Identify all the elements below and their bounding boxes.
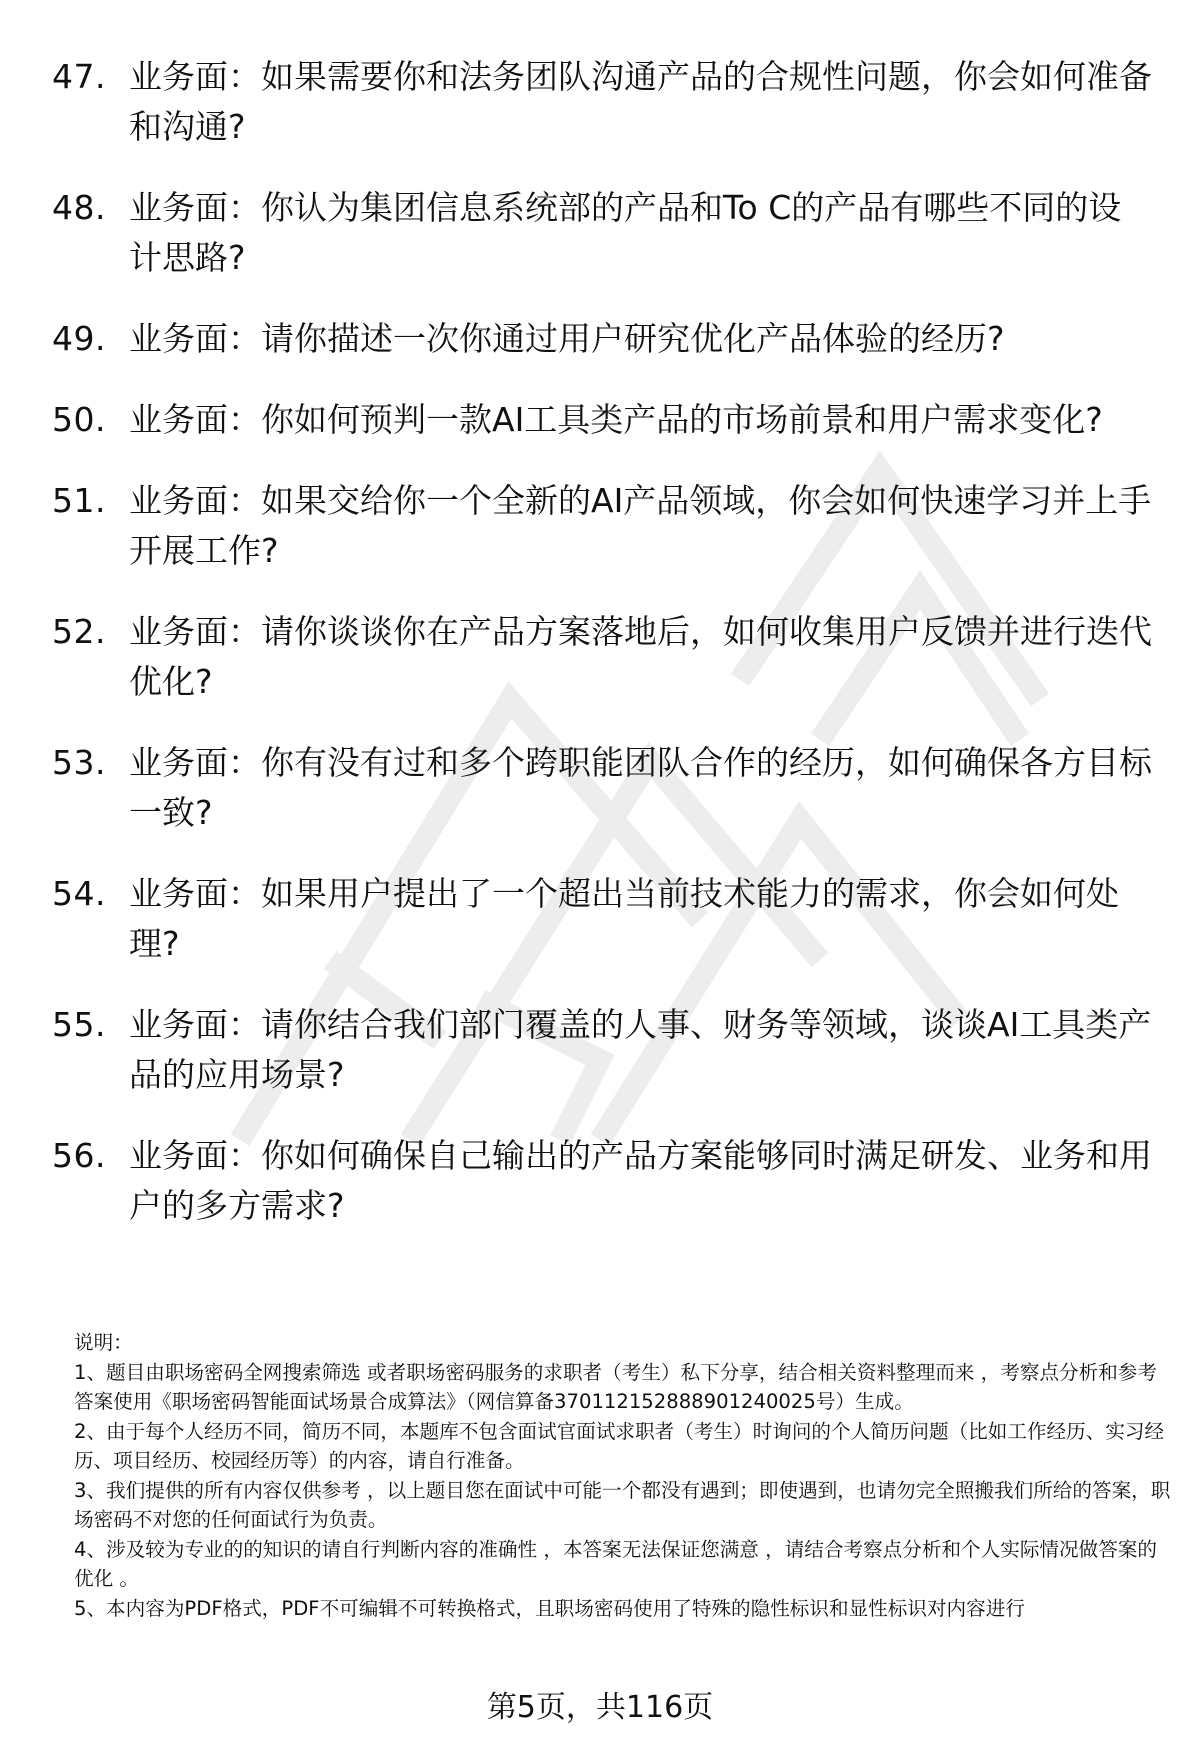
question-text xyxy=(129,1000,1152,1100)
question-text xyxy=(129,52,1152,152)
question-number: 55. xyxy=(52,1005,106,1044)
question-text xyxy=(129,183,1152,283)
question-number: 53. xyxy=(52,743,106,782)
question-item xyxy=(52,183,1152,283)
separator: ： xyxy=(228,319,261,358)
question-item xyxy=(52,314,1152,364)
question-item xyxy=(52,395,1152,445)
question-item xyxy=(52,869,1152,969)
question-category: 业务面 xyxy=(129,319,228,358)
question-number: 48. xyxy=(52,188,106,227)
question-content: 你有没有过和多个跨职能团队合作的经历，如何确保各方目标一致? xyxy=(129,743,1152,832)
question-item xyxy=(52,1131,1152,1231)
question-category: 业务面 xyxy=(129,481,228,520)
question-category: 业务面 xyxy=(129,1136,228,1175)
question-text xyxy=(129,738,1152,838)
separator: ： xyxy=(228,1136,261,1175)
question-number: 49. xyxy=(52,319,106,358)
question-category: 业务面 xyxy=(129,400,228,439)
question-category: 业务面 xyxy=(129,1005,228,1044)
question-item xyxy=(52,738,1152,838)
note-item: 2、由于每个人经历不同，简历不同，本题库不包含面试官面试求职者（考生）时询问的个人简历问题（比如工作经历、实习经历、项目经历、校园经历等）的内容，请自行准备。 xyxy=(74,1419,1165,1472)
question-text xyxy=(129,869,1152,969)
question-list xyxy=(52,52,1152,1262)
separator: ： xyxy=(228,1005,261,1044)
question-item xyxy=(52,607,1152,707)
separator: ： xyxy=(228,481,261,520)
question-item xyxy=(52,52,1152,152)
question-text xyxy=(129,1131,1152,1231)
question-content: 如果需要你和法务团队沟通产品的合规性问题，你会如何准备和沟通? xyxy=(129,57,1152,146)
question-content: 如果交给你一个全新的AI产品领域，你会如何快速学习并上手开展工作? xyxy=(129,481,1152,570)
note-item: 3、我们提供的所有内容仅供参考 ，以上题目您在面试中可能一个都没有遇到；即使遇到，也请勿完全照搬我们所给的答案，职场密码不对您的任何面试行为负责。 xyxy=(74,1478,1171,1531)
question-text xyxy=(129,395,1152,445)
question-category: 业务面 xyxy=(129,612,228,651)
question-number: 54. xyxy=(52,874,106,913)
question-text xyxy=(129,314,1152,364)
note-item: 1、题目由职场密码全网搜索筛选 或者职场密码服务的求职者（考生）私下分享，结合相关资料整理而来 ，考察点分析和参考答案使用《职场密码智能面试场景合成算法》（网信算备370112152888901240025号）生成。 xyxy=(74,1360,1157,1413)
question-text xyxy=(129,476,1152,576)
separator: ： xyxy=(228,612,261,651)
question-content: 请你描述一次你通过用户研究优化产品体验的经历? xyxy=(261,319,1005,358)
separator: ： xyxy=(228,874,261,913)
question-number: 56. xyxy=(52,1136,106,1175)
disclaimer-notes xyxy=(74,1328,1174,1623)
question-item xyxy=(52,476,1152,576)
question-number: 52. xyxy=(52,612,106,651)
question-category: 业务面 xyxy=(129,188,228,227)
question-text xyxy=(129,607,1152,707)
question-content: 请你结合我们部门覆盖的人事、财务等领域，谈谈AI工具类产品的应用场景? xyxy=(129,1005,1152,1094)
page-number: 第5页，共116页 xyxy=(486,1690,714,1725)
question-number: 50. xyxy=(52,400,106,439)
separator: ： xyxy=(228,57,261,96)
question-category: 业务面 xyxy=(129,743,228,782)
separator: ： xyxy=(228,400,261,439)
question-category: 业务面 xyxy=(129,874,228,913)
question-content: 如果用户提出了一个超出当前技术能力的需求，你会如何处理? xyxy=(129,874,1119,963)
notes-title: 说明： xyxy=(74,1331,133,1354)
question-number: 51. xyxy=(52,481,106,520)
note-item: 5、本内容为PDF格式，PDF不可编辑不可转换格式，且职场密码使用了特殊的隐性标识和显性标识对内容进行 xyxy=(74,1596,1025,1620)
question-content: 你认为集团信息系统部的产品和To C的产品有哪些不同的设计思路? xyxy=(129,188,1122,277)
question-content: 你如何确保自己输出的产品方案能够同时满足研发、业务和用户的多方需求? xyxy=(129,1136,1152,1225)
separator: ： xyxy=(228,188,261,227)
note-item: 4、涉及较为专业的的知识的请自行判断内容的准确性 ，本答案无法保证您满意 ，请结合考察点分析和个人实际情况做答案的优化 。 xyxy=(74,1537,1157,1590)
question-number: 47. xyxy=(52,57,106,96)
question-category: 业务面 xyxy=(129,57,228,96)
question-content: 请你谈谈你在产品方案落地后，如何收集用户反馈并进行迭代优化? xyxy=(129,612,1152,701)
separator: ： xyxy=(228,743,261,782)
question-content: 你如何预判一款AI工具类产品的市场前景和用户需求变化? xyxy=(261,400,1103,439)
question-item xyxy=(52,1000,1152,1100)
